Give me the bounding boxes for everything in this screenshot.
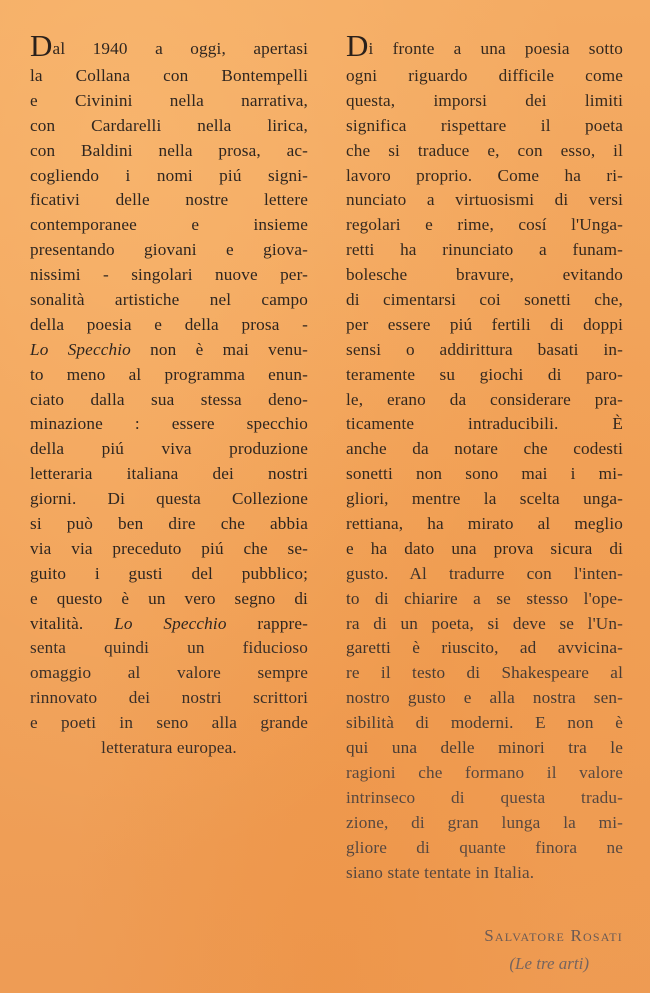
text-line bbox=[30, 28, 308, 64]
text-line: la Collana con Bontempelli bbox=[30, 66, 308, 85]
line-rest: non è mai venu- bbox=[130, 339, 309, 359]
text-line: minazione : essere specchio bbox=[30, 414, 308, 434]
text-line: lavoro proprio. Come ha ri- bbox=[346, 165, 623, 185]
text-line: si può ben dire che abbia bbox=[30, 514, 308, 534]
text-line: giorni. Di questa Collezione bbox=[30, 489, 308, 509]
italic-title-lo-specchio: Lo Specchio bbox=[30, 339, 131, 359]
text-line: significa rispettare il poeta bbox=[346, 115, 623, 135]
text-line: nissimi - singolari nuove per- bbox=[30, 265, 308, 285]
text-line: garetti è riuscito, ad avvicina- bbox=[346, 638, 623, 658]
text-line bbox=[30, 612, 308, 637]
text-line: ticamente intraducibili. È bbox=[346, 414, 623, 434]
text-line: guito i gusti del pubblico; bbox=[30, 563, 308, 583]
text-line: gliore di quante finora ne bbox=[346, 837, 623, 857]
text-line: questa, imporsi dei limiti bbox=[346, 90, 623, 110]
text-line: ficativi delle nostre lettere bbox=[30, 190, 308, 210]
right-column bbox=[346, 28, 623, 885]
text-line: nostro gusto e alla nostra sen- bbox=[346, 688, 623, 708]
first-line-text: i fronte a una poesia sotto bbox=[368, 39, 623, 58]
line-pre: vitalità. bbox=[30, 613, 115, 633]
text-line: sibilità di moderni. E non è bbox=[346, 713, 623, 733]
text-line: qui una delle minori tra le bbox=[346, 738, 623, 758]
text-line: anche da notare che codesti bbox=[346, 439, 623, 459]
text-line: le, erano da considerare pra- bbox=[346, 389, 623, 409]
text-line: sensi o addirittura basati in- bbox=[346, 339, 623, 359]
text-line: che si traduce e, con esso, il bbox=[346, 140, 623, 160]
text-line: e poeti in seno alla grande bbox=[30, 713, 308, 733]
text-line: e Civinini nella narrativa, bbox=[30, 90, 308, 110]
text-line: della piú viva produzione bbox=[30, 439, 308, 459]
text-line: sonalità artistiche nel campo bbox=[30, 290, 308, 310]
text-line: e questo è un vero segno di bbox=[30, 588, 308, 608]
text-line: ogni riguardo difficile come bbox=[346, 66, 623, 85]
text-line: di cimentarsi coi sonetti che, bbox=[346, 290, 623, 310]
text-line-final: siano state tentate in Italia. bbox=[346, 862, 535, 882]
left-column bbox=[30, 28, 309, 761]
author-name: Salvatore Rosati bbox=[484, 926, 623, 945]
text-line: e ha dato una prova sicura di bbox=[346, 538, 623, 558]
text-line: to meno al programma enun- bbox=[30, 364, 308, 384]
text-line: con Cardarelli nella lirica, bbox=[30, 115, 308, 135]
italic-title-lo-specchio: Lo Specchio bbox=[114, 613, 227, 633]
text-line: contemporanee e insieme bbox=[30, 215, 308, 235]
text-line-final: letteratura europea. bbox=[101, 738, 237, 758]
text-line: rinnovato dei nostri scrittori bbox=[30, 688, 308, 708]
text-line: to di chiarire a se stesso l'ope- bbox=[346, 588, 623, 608]
text-line: cogliendo i nomi piú signi- bbox=[30, 165, 308, 185]
text-line bbox=[346, 28, 623, 64]
text-line: ragioni che formano il valore bbox=[346, 762, 623, 782]
text-line: retti ha rinunciato a funam- bbox=[346, 240, 623, 260]
text-line: presentando giovani e giova- bbox=[30, 240, 308, 260]
first-line-text: al 1940 a oggi, apertasi bbox=[52, 39, 308, 58]
text-line: nunciato a virtuosismi di versi bbox=[346, 190, 623, 210]
text-line: gusto. Al tradurre con l'inten- bbox=[346, 563, 623, 583]
text-line bbox=[30, 338, 308, 363]
drop-cap: D bbox=[346, 28, 369, 63]
text-line: via via preceduto piú che se- bbox=[30, 538, 308, 558]
line-rest: rappre- bbox=[226, 613, 308, 633]
text-line: per essere piú fertili di doppi bbox=[346, 314, 623, 334]
text-line: re il testo di Shakespeare al bbox=[346, 663, 623, 683]
text-line: intrinseco di questa tradu- bbox=[346, 787, 623, 807]
text-line: ra di un poeta, si deve se l'Un- bbox=[346, 613, 623, 633]
drop-cap: D bbox=[30, 28, 53, 63]
text-line: omaggio al valore sempre bbox=[30, 663, 308, 683]
signature-block bbox=[346, 924, 623, 976]
text-line: bolesche bravure, evitando bbox=[346, 265, 623, 285]
text-line: con Baldini nella prosa, ac- bbox=[30, 140, 308, 160]
source-citation: (Le tre arti) bbox=[509, 954, 589, 973]
text-line: della poesia e della prosa - bbox=[30, 314, 308, 334]
text-line: teramente su giochi di paro- bbox=[346, 364, 623, 384]
text-line: ciato dalla sua stessa deno- bbox=[30, 389, 308, 409]
text-line: rettiana, ha mirato al meglio bbox=[346, 514, 623, 534]
text-line: regolari e rime, cosí l'Unga- bbox=[346, 215, 623, 235]
text-line: letteraria italiana dei nostri bbox=[30, 464, 308, 484]
text-line: sonetti non sono mai i mi- bbox=[346, 464, 623, 484]
text-line: zione, di gran lunga la mi- bbox=[346, 812, 623, 832]
text-line: senta quindi un fiducioso bbox=[30, 638, 308, 658]
text-line: gliori, mentre la scelta unga- bbox=[346, 489, 623, 509]
